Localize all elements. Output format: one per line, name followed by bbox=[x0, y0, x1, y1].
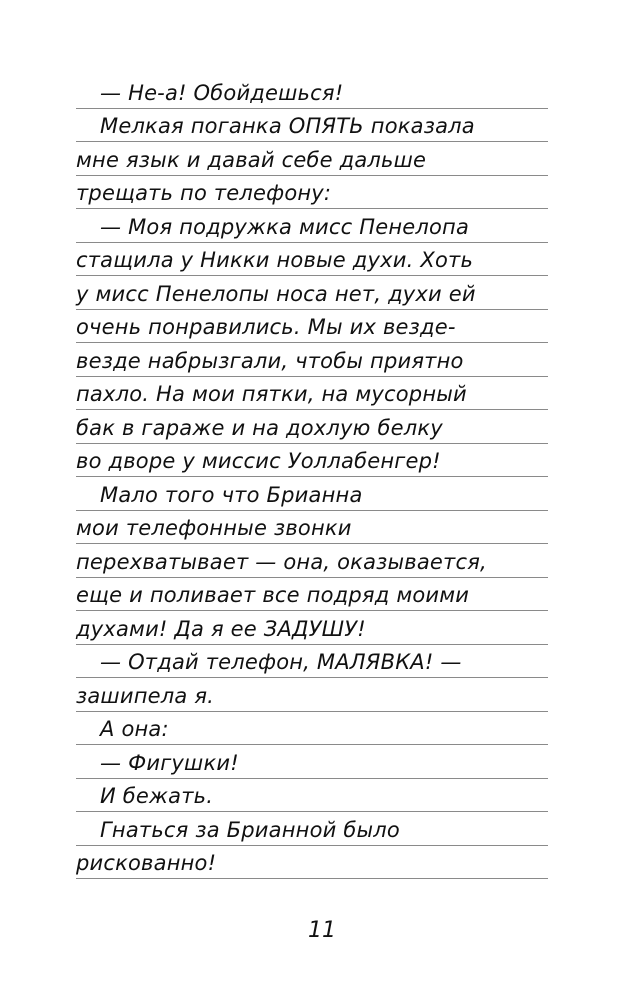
text-line bbox=[76, 109, 548, 143]
text-line bbox=[76, 243, 548, 277]
text-line bbox=[76, 779, 548, 813]
text-line bbox=[76, 544, 548, 578]
text-line bbox=[76, 645, 548, 679]
text-line bbox=[76, 377, 548, 411]
line-text: очень понравились. Мы их везде- bbox=[76, 315, 456, 339]
text-line bbox=[76, 276, 548, 310]
line-text: перехватывает — она, оказывается, bbox=[76, 549, 487, 574]
line-text: трещать по телефону: bbox=[76, 181, 332, 205]
line-text: Мелкая поганка ОПЯТЬ показала bbox=[100, 114, 475, 138]
text-line bbox=[76, 444, 548, 478]
line-text: И бежать. bbox=[100, 784, 214, 808]
text-line bbox=[76, 812, 548, 846]
line-text: — Моя подружка мисс Пенелопа bbox=[100, 214, 470, 239]
line-text: пахло. На мои пятки, на мусорный bbox=[76, 382, 467, 406]
line-text: А она: bbox=[100, 717, 169, 741]
text-line bbox=[76, 611, 548, 645]
text-line bbox=[76, 209, 548, 243]
line-text: — Фигушки! bbox=[100, 750, 239, 775]
page-number: 11 bbox=[308, 918, 336, 943]
line-text: бак в гараже и на дохлую белку bbox=[76, 415, 443, 440]
text-line bbox=[76, 142, 548, 176]
line-text: — Отдай телефон, МАЛЯВКА! — bbox=[100, 650, 462, 674]
line-text: — Не-а! Обойдешься! bbox=[100, 80, 344, 105]
line-text: мне язык и давай себе дальше bbox=[76, 147, 427, 172]
line-text: стащила у Никки новые духи. Хоть bbox=[76, 248, 474, 272]
line-text: еще и поливает все подряд моими bbox=[76, 583, 470, 607]
text-line bbox=[76, 410, 548, 444]
line-text: во дворе у миссис Уоллабенгер! bbox=[76, 449, 441, 473]
line-text: рискованно! bbox=[76, 851, 217, 875]
line-text: духами! Да я ее ЗАДУШУ! bbox=[76, 616, 366, 641]
line-text: мои телефонные звонки bbox=[76, 516, 352, 540]
text-line bbox=[76, 578, 548, 612]
line-text: везде набрызгали, чтобы приятно bbox=[76, 348, 464, 373]
lined-text-block bbox=[76, 75, 548, 879]
text-line bbox=[76, 75, 548, 109]
text-line bbox=[76, 846, 548, 880]
text-line bbox=[76, 310, 548, 344]
text-line bbox=[76, 712, 548, 746]
text-line bbox=[76, 176, 548, 210]
line-text: зашипела я. bbox=[76, 683, 215, 708]
text-line bbox=[76, 745, 548, 779]
text-line bbox=[76, 678, 548, 712]
line-text: у мисс Пенелопы носа нет, духи ей bbox=[76, 281, 476, 306]
text-line bbox=[76, 343, 548, 377]
line-text: Гнаться за Брианной было bbox=[100, 817, 400, 842]
text-line bbox=[76, 511, 548, 545]
line-text: Мало того что Брианна bbox=[100, 482, 363, 507]
text-line bbox=[76, 477, 548, 511]
